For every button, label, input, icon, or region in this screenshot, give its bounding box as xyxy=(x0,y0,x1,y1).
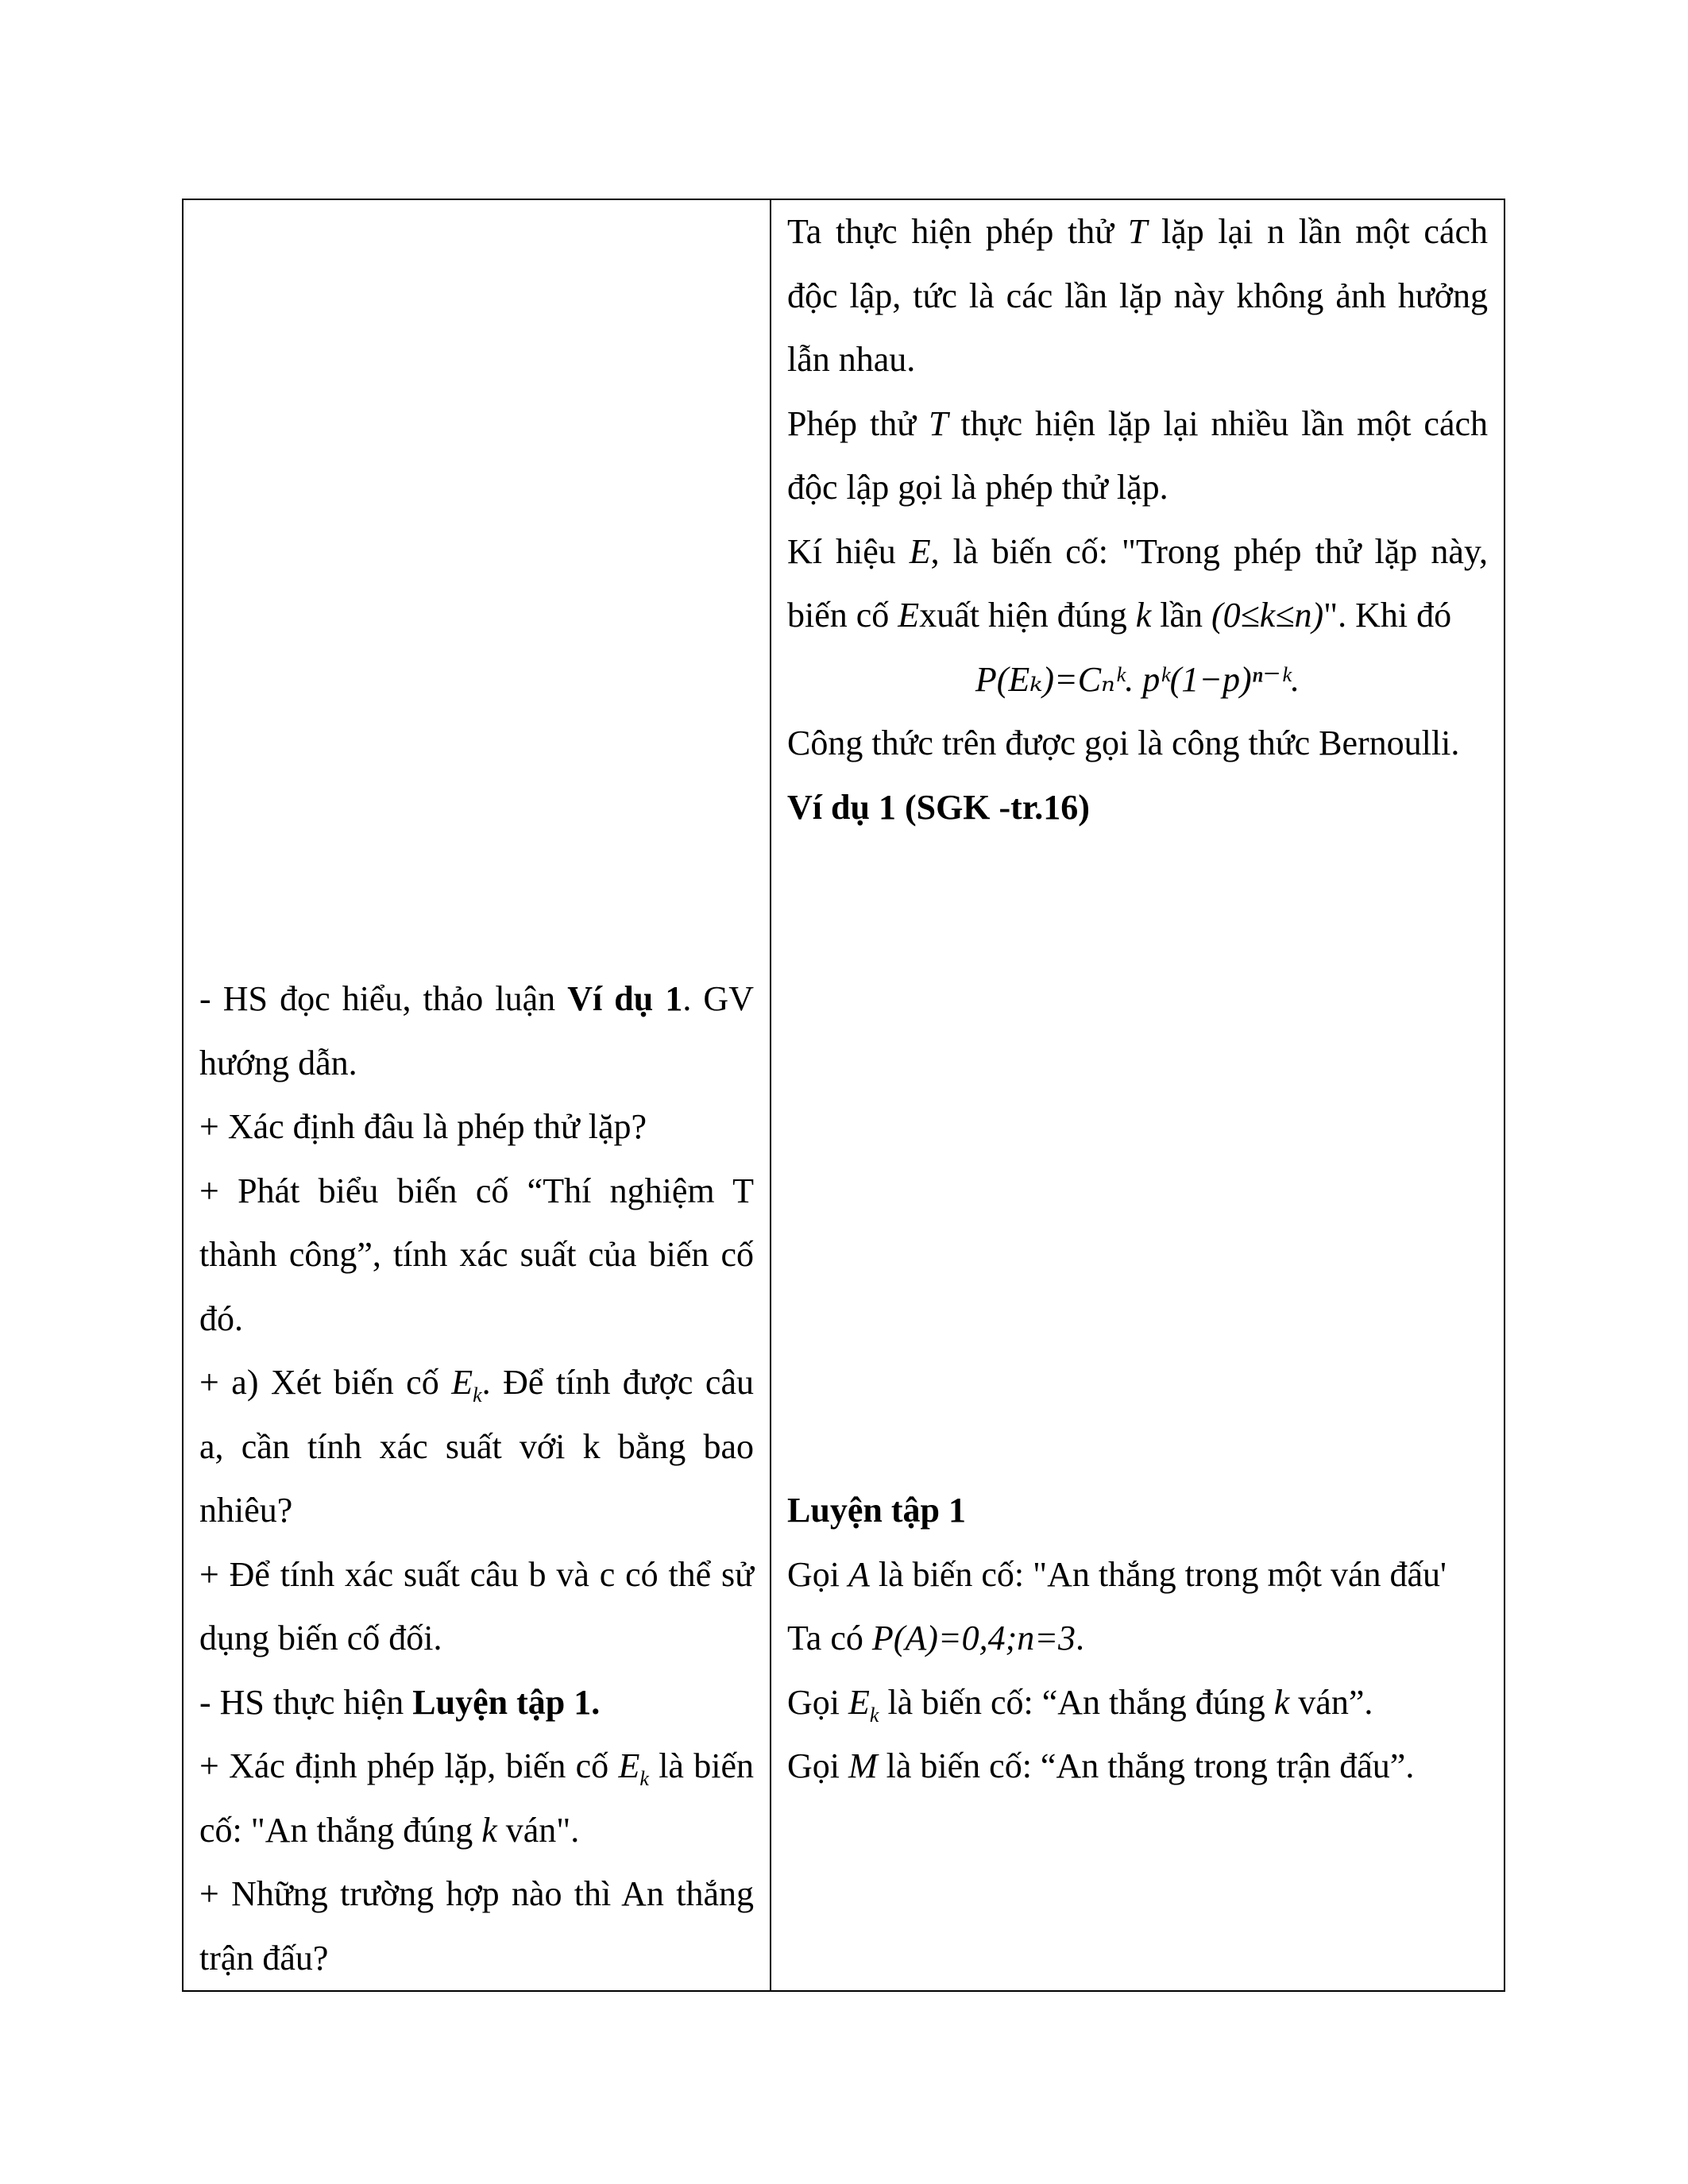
left-line: + Phát biểu biến cố “Thí nghiệm T thành công”, tính xác suất của biến cố đó. xyxy=(199,1171,754,1338)
text: ván". xyxy=(496,1810,580,1850)
math: T xyxy=(929,403,948,443)
text: Luyện tập 1. xyxy=(412,1682,601,1722)
left-line: + Xác định đâu là phép thử lặp? xyxy=(199,1107,647,1146)
text: Kí hiệu xyxy=(787,531,910,571)
lesson-table xyxy=(182,199,1505,1992)
text: ". Khi đó xyxy=(1323,596,1452,635)
math: A xyxy=(848,1554,870,1594)
text: + Xác định phép lặp, biến cố xyxy=(199,1746,619,1785)
text: là biến cố: "An thắng trong một ván đấu' xyxy=(869,1554,1447,1594)
right-line xyxy=(787,1543,1488,1607)
text: Ví dụ 1 xyxy=(567,979,683,1018)
math: P(A)=0,4;n=3 xyxy=(871,1619,1076,1657)
text: Gọi xyxy=(787,1554,848,1594)
text: . Để tính được câu a, cần tính xác suất với k bằng bao nhiêu? xyxy=(199,1363,754,1530)
text: - HS thực hiện xyxy=(199,1682,413,1722)
right-line xyxy=(787,392,1488,520)
text: ván”. xyxy=(1289,1682,1373,1722)
text: . GV hướng dẫn. xyxy=(199,979,754,1082)
text: Ta thực hiện phép thử xyxy=(787,212,1128,251)
right-line xyxy=(787,200,1488,392)
text: là biến cố: “An thắng đúng xyxy=(879,1682,1274,1722)
text: lần xyxy=(1151,596,1211,635)
text: . xyxy=(1075,1619,1084,1657)
left-line xyxy=(199,1671,754,1735)
text: thực hiện lặp lại nhiều lần một cách độc lập gọi là phép thử lặp. xyxy=(787,403,1489,507)
left-line: + Những trường hợp nào thì An thắng trận đấu? xyxy=(199,1874,754,1978)
right-line xyxy=(787,1734,1488,1799)
text: Gọi xyxy=(787,1682,848,1722)
math: k xyxy=(1135,596,1152,635)
math: k xyxy=(481,1810,497,1850)
right-line xyxy=(787,520,1488,648)
math: k xyxy=(473,1383,482,1406)
text: - HS đọc hiểu, thảo luận xyxy=(199,979,568,1018)
content-cell xyxy=(771,199,1505,1991)
practice-heading: Luyện tập 1 xyxy=(787,1491,966,1530)
text: là biến cố: "An thắng đúng xyxy=(199,1746,754,1850)
math: k xyxy=(869,1703,879,1727)
teacher-activity-cell xyxy=(183,199,771,1991)
right-line xyxy=(787,1671,1488,1735)
math: M xyxy=(848,1746,878,1785)
right-line xyxy=(787,1607,1488,1671)
left-line xyxy=(199,1734,754,1862)
left-line xyxy=(199,1351,754,1543)
text: Gọi xyxy=(787,1746,848,1785)
left-line: + Để tính xác suất câu b và c có thể sử dụng biến cố đối. xyxy=(199,1554,754,1657)
math: E xyxy=(451,1363,473,1402)
math: (0≤k≤n) xyxy=(1211,596,1324,635)
text: Phép thử xyxy=(787,403,929,443)
left-line xyxy=(199,967,754,1095)
math: E xyxy=(848,1682,870,1722)
right-line: Công thức trên được gọi là công thức Bernoulli. xyxy=(787,723,1460,762)
math: E xyxy=(909,531,931,571)
text: , là biến cố: "Trong phép thử lặp này, biến cố xyxy=(787,531,1488,635)
text: là biến cố: “An thắng trong trận đấu”. xyxy=(877,1746,1415,1785)
example-heading: Ví dụ 1 (SGK -tr.16) xyxy=(787,787,1090,827)
math: T xyxy=(1127,212,1148,251)
text: lặp lại n lần một cách độc lập, tức là các lần lặp này không ảnh hưởng lẫn nhau. xyxy=(787,212,1488,379)
math: k xyxy=(639,1766,649,1790)
text: Ta có xyxy=(787,1619,872,1657)
math: E xyxy=(898,596,920,635)
math: E xyxy=(618,1746,640,1785)
text: xuất hiện đúng xyxy=(919,596,1136,635)
math: k xyxy=(1273,1682,1290,1722)
bernoulli-formula: P(Eₖ)=Cₙᵏ. pᵏ(1−p)ⁿ⁻ᵏ. xyxy=(975,659,1300,699)
text: + a) Xét biến cố xyxy=(199,1363,452,1402)
